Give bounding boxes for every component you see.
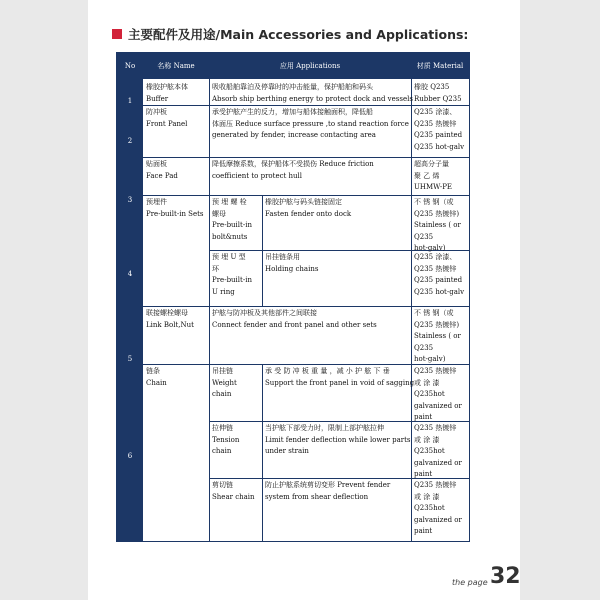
application-cell: 当护舷下部受力时，限制上部护舷拉伸 Limit fender deflection while lower parts under strain	[265, 424, 411, 455]
row-number: 4	[127, 270, 133, 278]
material-cell: Q235 热镀锌 或 涂 漆 Q235hot galvanized or paint	[414, 424, 462, 478]
sub-name-cell: 吊挂链 Weight chain	[212, 367, 237, 398]
name-cell: 链条 Chain	[146, 367, 167, 387]
sub-name-cell: 预 埋 螺 栓 螺母 Pre-built-in bolt&nuts	[212, 198, 252, 241]
section-header	[112, 24, 532, 44]
section-title: 主要配件及用途/Main Accessories and Applications:	[128, 27, 469, 42]
row-number: 2	[127, 137, 133, 145]
row-number: 6	[127, 452, 133, 460]
name-cell: 橡胶护舷本体 Buffer	[146, 83, 188, 103]
column-divider	[262, 195, 263, 306]
name-cell: 贴面板 Face Pad	[146, 160, 178, 180]
column-divider	[262, 364, 263, 541]
material-cell: 不 锈 钢（或 Q235 热镀锌) Stainless ( or Q235 hot-galv)	[414, 198, 461, 252]
column-divider	[411, 79, 412, 541]
header-name: 名称 Name	[157, 62, 195, 70]
bullet-square-icon	[112, 29, 122, 39]
row-divider	[143, 157, 469, 158]
application-cell: 承 受 防 冲 板 重 量 ，减 小 护 舷 下 垂 Support the front panel in void of sagging	[265, 367, 415, 387]
sub-name-cell: 预 埋 U 型 环 Pre-built-in U ring	[212, 253, 252, 296]
accessories-table	[116, 52, 470, 542]
page-label: the page	[452, 578, 488, 587]
application-cell: 橡胶护舷与码头链接固定 Fasten fender onto dock	[265, 198, 352, 218]
header-applications: 应用 Applications	[279, 62, 341, 70]
application-cell: 吸收船舶靠泊及停靠时的冲击能量，保护船舶和码头 Absorb ship berthing energy to protect dock and vessels	[212, 83, 413, 103]
row-divider	[143, 195, 469, 196]
application-cell: 护舷与防冲板及其他部件之间联接 Connect fender and front panel and other sets	[212, 309, 377, 329]
material-cell: 超高分子量 聚 乙 烯 UHMW-PE	[414, 160, 453, 191]
name-cell: 预埋件 Pre-built-in Sets	[146, 198, 204, 218]
application-cell: 降低摩擦系数，保护船体不受损伤 Reduce friction coefficient to protect hull	[212, 160, 374, 180]
page-number: 32	[490, 564, 521, 589]
application-cell: 承受护舷产生的反力，增加与船体接触面积，降低船 体面压 Reduce surface pressure ,to stand reaction force generated by fender, increase contacting area	[212, 108, 409, 139]
header-no: No	[124, 62, 136, 70]
column-divider	[209, 79, 210, 541]
material-cell: 不 锈 钢（或 Q235 热镀锌) Stainless ( or Q235 hot-galv)	[414, 309, 461, 363]
material-cell: 橡胶 Q235 Rubber Q235	[414, 83, 462, 103]
number-column	[117, 79, 143, 541]
row-number: 1	[127, 97, 133, 105]
name-cell: 联接螺栓螺母 Link Bolt,Nut	[146, 309, 194, 329]
sub-name-cell: 拉伸链 Tension chain	[212, 424, 240, 455]
row-divider	[143, 105, 469, 106]
header-material: 材质 Material	[416, 62, 464, 70]
sub-name-cell: 剪切链 Shear chain	[212, 481, 255, 501]
application-cell: 防止护舷系统剪切变形 Prevent fender system from shear deflection	[265, 481, 391, 501]
row-number: 5	[127, 355, 133, 363]
application-cell: 吊挂链条用 Holding chains	[265, 253, 319, 273]
material-cell: Q235 涂漆、 Q235 热镀锌 Q235 painted Q235 hot-galv	[414, 108, 465, 151]
name-cell: 防冲板 Front Panel	[146, 108, 188, 128]
row-divider	[143, 306, 469, 307]
material-cell: Q235 热镀锌 或 涂 漆 Q235hot galvanized or paint	[414, 367, 462, 421]
row-number: 3	[127, 196, 133, 204]
material-cell: Q235 涂漆、 Q235 热镀锌 Q235 painted Q235 hot-galv	[414, 253, 465, 296]
material-cell: Q235 热镀锌 或 涂 漆 Q235hot galvanized or paint	[414, 481, 462, 535]
table-header-row	[117, 53, 469, 79]
